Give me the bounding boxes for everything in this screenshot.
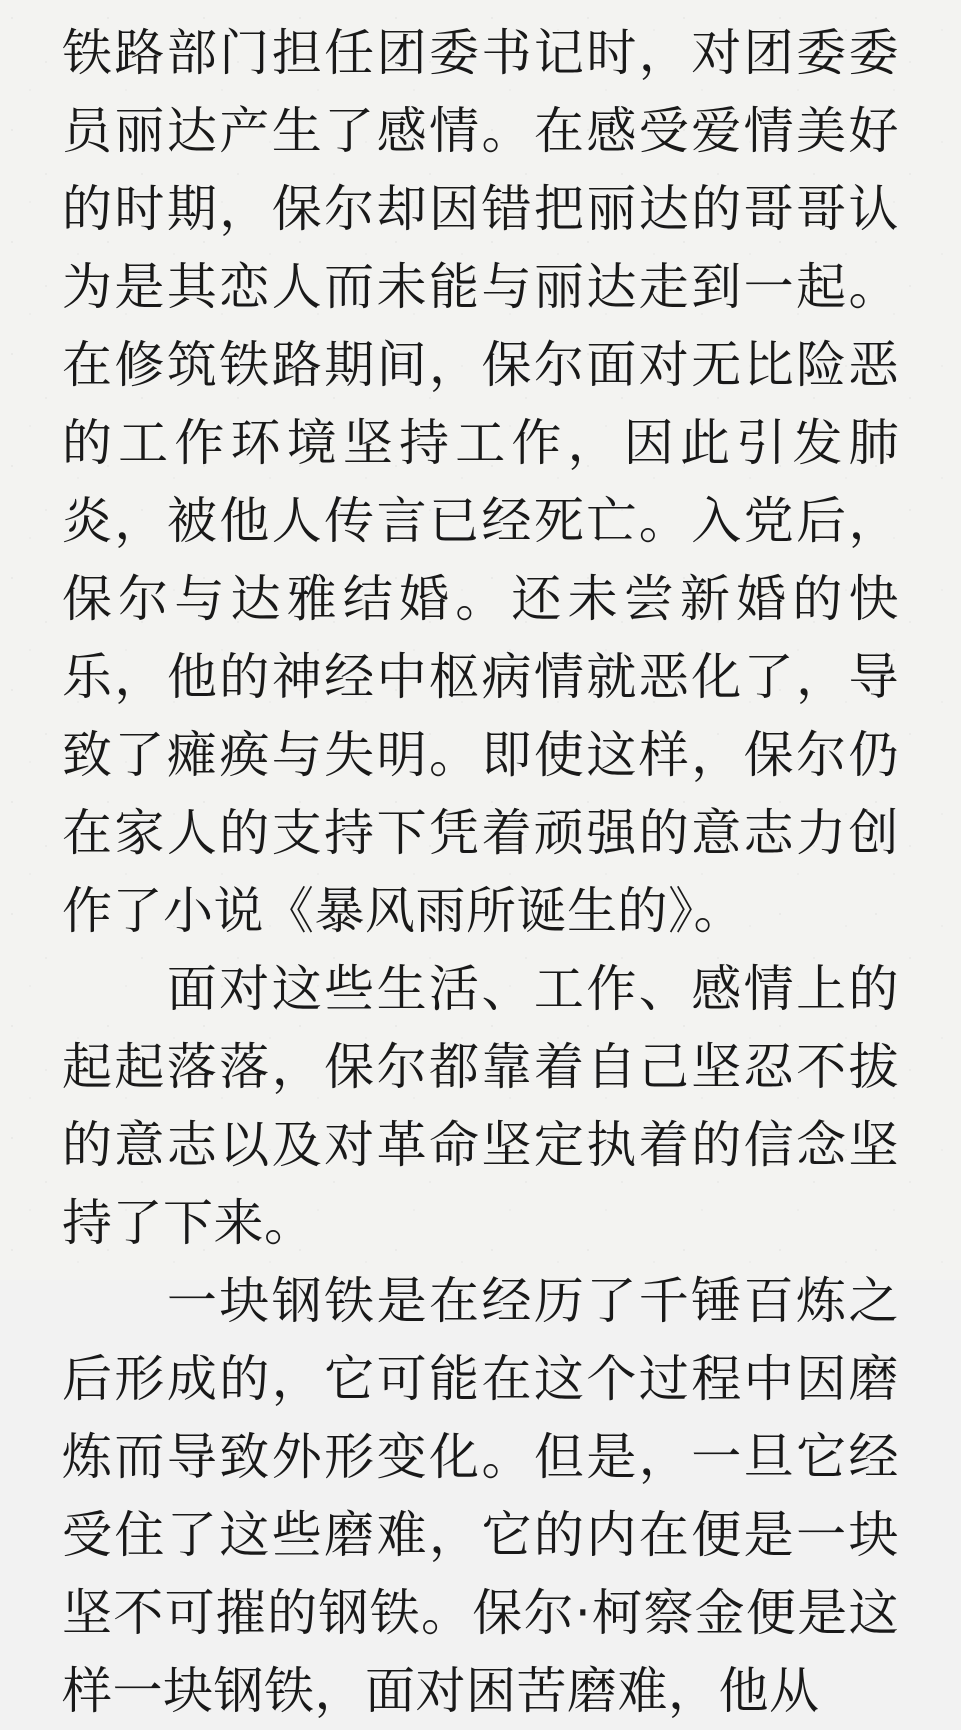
- paragraph-1: 铁路部门担任团委书记时，对团委委员丽达产生了感情。在感受爱情美好的时期，保尔却因错把丽达的哥哥认为是其恋人而未能与丽达走到一起。在修筑铁路期间，保尔面对无比险恶的工作环境坚持工作，因此引发肺炎，被他人传言已经死亡。入党后，保尔与达雅结婚。还未尝新婚的快乐，他的神经中枢病情就恶化了，导致了瘫痪与失明。即使这样，保尔仍在家人的支持下凭着顽强的意志力创作了小说《暴风雨所诞生的》。: [62, 24, 899, 940]
- article-body: [62, 14, 899, 1730]
- paragraph-2: 面对这些生活、工作、感情上的起起落落，保尔都靠着自己坚忍不拔的意志以及对革命坚定执着的信念坚持了下来。: [62, 960, 899, 1252]
- paragraph-3: 一块钢铁是在经历了千锤百炼之后形成的，它可能在这个过程中因磨炼而导致外形变化。但是，一旦它经受住了这些磨难，它的内在便是一块坚不可摧的钢铁。保尔·柯察金便是这样一块钢铁，面对困苦磨难，他从: [62, 1272, 899, 1720]
